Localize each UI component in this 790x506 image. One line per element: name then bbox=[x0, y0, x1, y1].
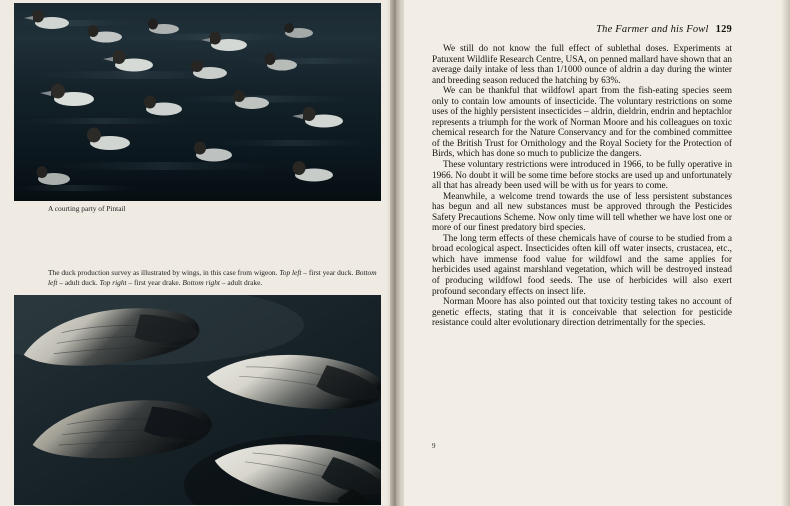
caption-t1: – first year duck. bbox=[301, 268, 356, 277]
running-head bbox=[432, 24, 732, 35]
photo-wigeon-wings bbox=[14, 295, 381, 505]
caption-em-bottom-left: Bottom left bbox=[48, 268, 377, 287]
photo-pintail-courting-party bbox=[14, 3, 381, 201]
caption-t4: – adult drake. bbox=[219, 277, 263, 287]
paragraph-3: These voluntary restrictions were introduced in 1966, to be fully operative in 1966. No doubt it will be some time before stocks are used up and unfortunately all that has already been used will be with us for years to come. bbox=[432, 160, 732, 192]
caption-bottom-lead: The duck production survey as illustrated by wings, in this case from wigeon. bbox=[48, 268, 280, 277]
paragraph-4: Meanwhile, a welcome trend towards the use of less persistent substances has begun and all new substances must be approved through the Pesticides Safety Precautions Scheme. Now only time will tell whether we have lost one or more of our finest predatory bird species. bbox=[432, 191, 732, 234]
caption-em-top-right: Top right bbox=[99, 277, 127, 287]
paragraph-1: We still do not know the full effect of sublethal doses. Experiments at Patuxent Wildlife Research Centre, USA, on penned mallard have shown that an average daily intake of less than 1/1000 ounce of aldrin a day during the winter and breeding season reduced the hatching by 63%. bbox=[432, 44, 732, 86]
paragraph-5: The long term effects of these chemicals have of course to be studied from a broad ecological aspect. Insecticides often kill off water insects, crustacea, etc., which have immense food value for wildfowl and the same applies for herbicides used against marshland vegetation, which will be destroyed instead of producing wildfowl food seeds. The use of herbicides will also exert profound secondary effects on insect life. bbox=[432, 233, 732, 297]
caption-t2: – adult duck. bbox=[57, 277, 100, 287]
caption-em-top-left: Top left bbox=[279, 268, 302, 277]
paragraph-2: We can be thankful that wildfowl apart from the fish-eating species seem only to contain low amounts of insecticide. The voluntary restrictions on some uses of the highly persistent insecticides – aldrin, dieldrin, endrin and heptachlor represents a triumph for the work of Norman Moore and his colleagues on toxic chemical research for the Nature Conservancy and for the combined committee of the British Trust for Ornithology and the Royal Society for the Protection of Birds, which has done so much to publicize the dangers. bbox=[432, 86, 732, 160]
pintail-photo-graphic bbox=[14, 3, 381, 201]
caption-photo-bottom bbox=[48, 268, 378, 288]
caption-t3: – first year drake. bbox=[126, 277, 183, 287]
caption-em-bottom-right: Bottom right bbox=[182, 277, 220, 287]
page-folio: 129 bbox=[715, 24, 732, 35]
running-head-title: The Farmer and his Fowl bbox=[596, 24, 709, 35]
paragraph-6: Norman Moore has also pointed out that toxicity testing takes no account of genetic effects, stating that it is conceivable that selection for pesticide resistance could alter evolutionary direction detrimentally for the species. bbox=[432, 297, 732, 329]
right-page-text-block bbox=[432, 24, 732, 329]
body-text bbox=[432, 44, 732, 329]
page-right-shadow bbox=[781, 0, 790, 506]
wings-photo-graphic bbox=[14, 295, 381, 505]
caption-photo-top: A courting party of Pintail bbox=[48, 204, 126, 213]
right-page bbox=[404, 0, 790, 506]
signature-mark: 9 bbox=[432, 442, 436, 450]
